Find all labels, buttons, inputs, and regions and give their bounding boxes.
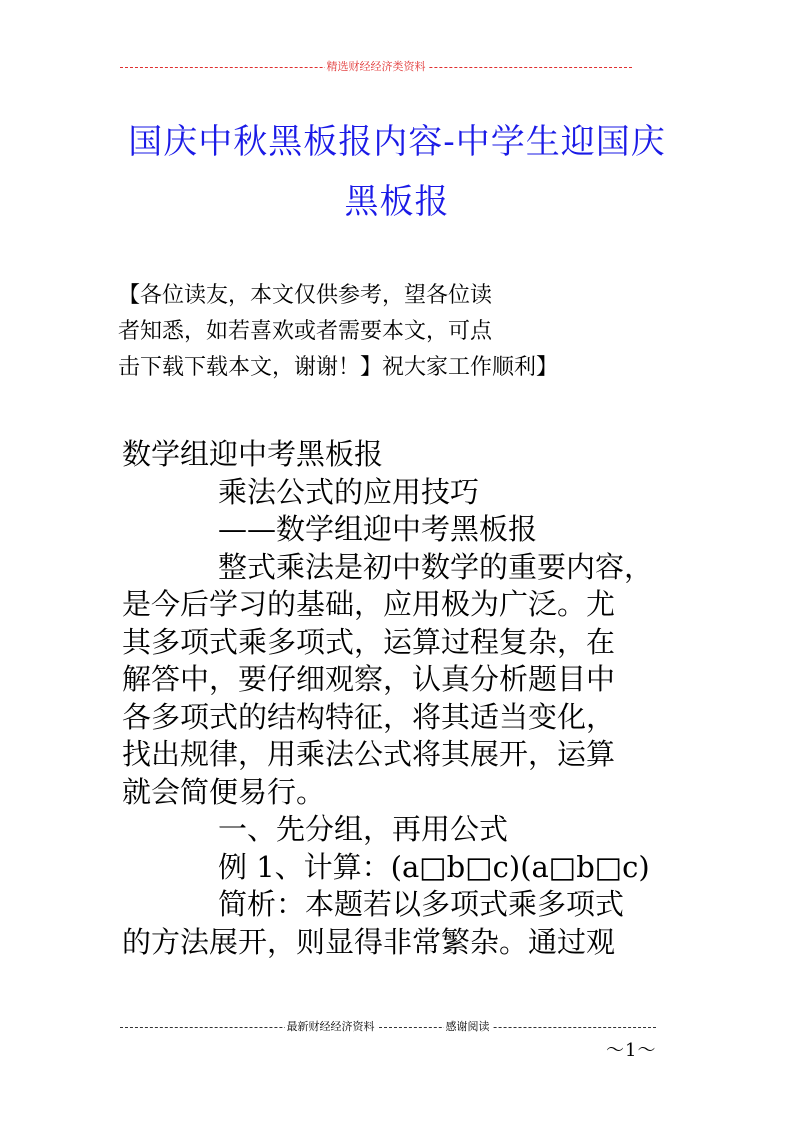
body-line: 一、先分组，再用公式: [218, 812, 509, 846]
body-line: 例 1、计算：(a□b□c)(a□b□c): [218, 849, 650, 884]
footer-label: 最新财经经济资料: [286, 1020, 375, 1033]
body-line: 各多项式的结构特征，将其适当变化，: [122, 699, 616, 734]
reader-notice: [118, 278, 638, 386]
notice-line-2: 者知悉，如若喜欢或者需要本文，可点: [118, 319, 493, 344]
body-line: 解答中，要仔细观察，认真分析题目中: [122, 662, 616, 696]
document-title: [100, 112, 694, 232]
body-line: 其多项式乘多项式，运算过程复杂，在: [122, 624, 616, 659]
body-line: 就会简便易行。: [122, 774, 326, 809]
header-rule: [120, 58, 632, 74]
title-line-1: 国庆中秋黑板报内容-中学生迎国庆: [128, 122, 666, 162]
body-line: 的方法展开，则显得非常繁杂。通过观: [122, 924, 616, 959]
article-body: [122, 436, 678, 961]
footer-label-2: 感谢阅读: [445, 1020, 490, 1033]
body-line: 找出规律，用乘法公式将其展开，运算: [122, 737, 616, 771]
body-line: 数学组迎中考黑板报: [122, 437, 384, 471]
body-line: 简析：本题若以多项式乘多项式: [218, 887, 625, 921]
body-line: 整式乘法是初中数学的重要内容，: [218, 549, 654, 584]
footer-rule: [120, 1018, 656, 1034]
notice-line-1: 【各位读友，本文仅供参考，望各位读: [118, 283, 493, 308]
notice-line-3: 击下载下载本文，谢谢！】祝大家工作顺利】: [118, 355, 559, 380]
body-line: ——数学组迎中考黑板报: [218, 512, 538, 546]
body-line: 乘法公式的应用技巧: [218, 474, 480, 509]
title-line-2: 黑板报: [344, 182, 450, 222]
header-label-wrap: [120, 58, 632, 74]
header-label: 精选财经经济类资料: [326, 60, 426, 73]
footer-label-wrap: [120, 1018, 656, 1034]
page-number: ～1～: [606, 1040, 657, 1061]
body-line: 是今后学习的基础，应用极为广泛。尤: [122, 587, 616, 621]
